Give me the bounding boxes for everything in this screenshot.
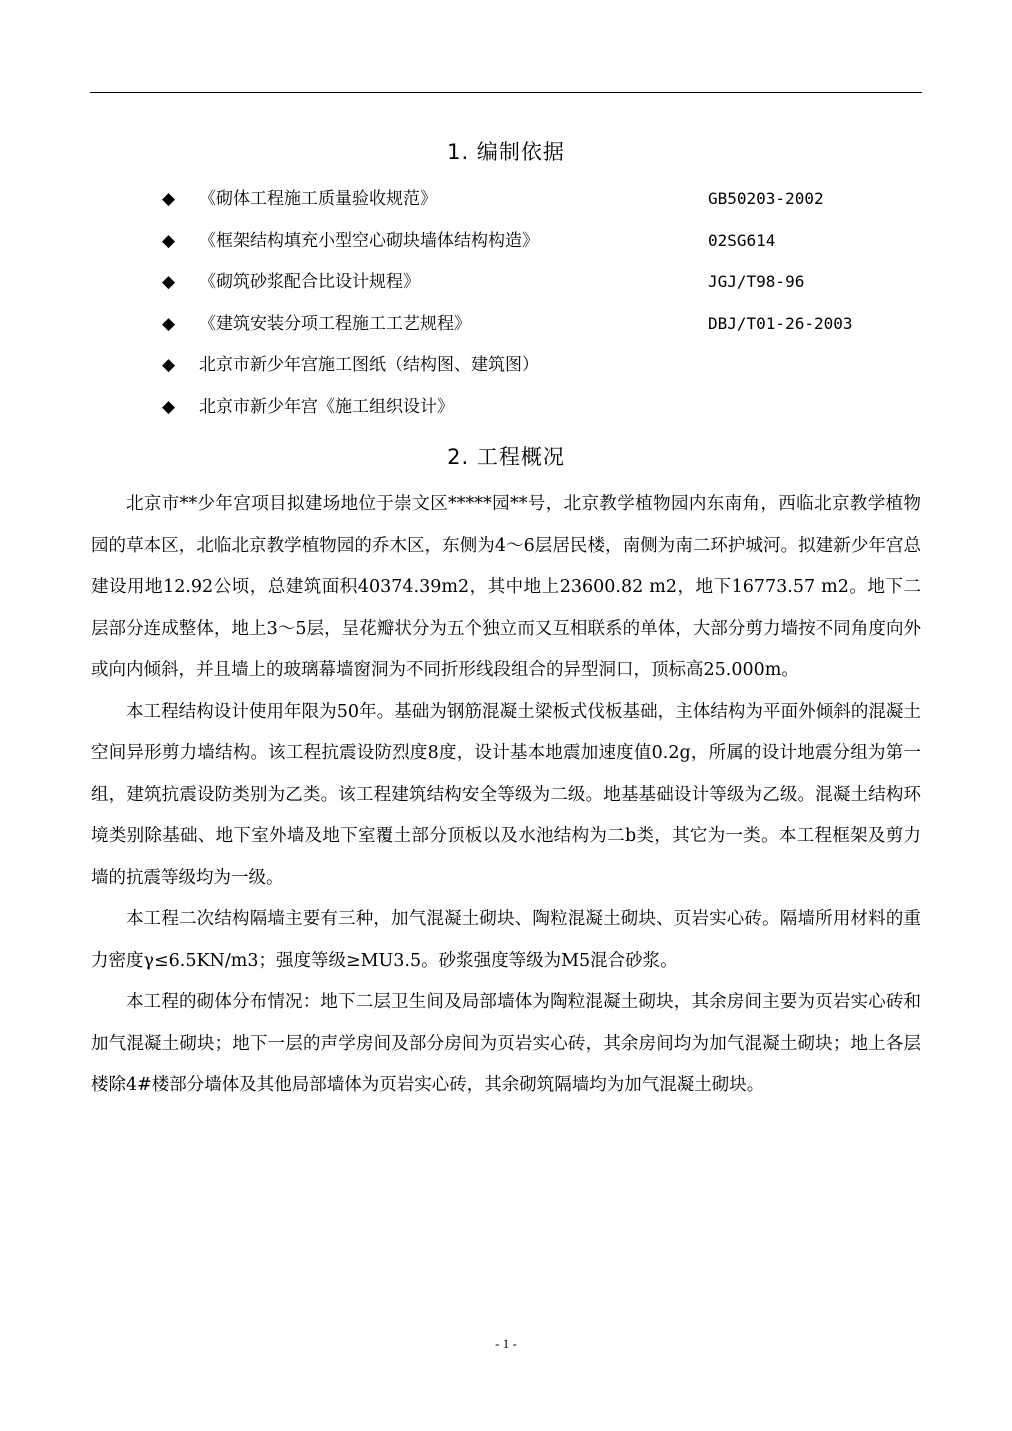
reference-code: JGJ/T98-96 bbox=[708, 272, 805, 291]
diamond-bullet-icon: ◆ bbox=[162, 355, 176, 375]
reference-item bbox=[162, 222, 922, 264]
overview-paragraph: 本工程结构设计使用年限为50年。基础为钢筋混凝土梁板式伐板基础，主体结构为平面外倾斜的混凝土空间异形剪力墙结构。该工程抗震设防烈度8度，设计基本地震加速度值0.2g，所属的设计地震分组为第一组，建筑抗震设防类别为乙类。该工程建筑结构安全等级为二级。地基基础设计等级为乙级。混凝土结构环境类别除基础、地下室外墙及地下室覆土部分顶板以及水池结构为二b类，其它为一类。本工程框架及剪力墙的抗震等级均为一级。 bbox=[91, 701, 921, 888]
reference-item bbox=[162, 180, 922, 222]
reference-item bbox=[162, 263, 922, 305]
overview-paragraph: 本工程二次结构隔墙主要有三种，加气混凝土砌块、陶粒混凝土砌块、页岩实心砖。隔墙所用材料的重力密度γ≤6.5KN/m3；强度等级≥MU3.5。砂浆强度等级为M5混合砂浆。 bbox=[91, 909, 921, 971]
reference-title: 北京市新少年宫《施工组织设计》 bbox=[199, 396, 454, 417]
reference-title: 《砌体工程施工质量验收规范》 bbox=[199, 189, 437, 209]
reference-code: GB50203-2002 bbox=[708, 189, 824, 208]
section-2-title: 2. 工程概况 bbox=[447, 445, 565, 469]
reference-title: 《砌筑砂浆配合比设计规程》 bbox=[199, 272, 420, 292]
reference-code: DBJ/T01-26-2003 bbox=[708, 313, 853, 333]
reference-list bbox=[162, 180, 922, 429]
reference-title: 北京市新少年宫施工图纸（结构图、建筑图） bbox=[199, 355, 539, 375]
diamond-bullet-icon: ◆ bbox=[162, 396, 176, 417]
diamond-bullet-icon: ◆ bbox=[162, 189, 176, 209]
reference-item bbox=[162, 305, 922, 347]
diamond-bullet-icon: ◆ bbox=[162, 230, 176, 251]
section-1-title: 1. 编制依据 bbox=[447, 140, 565, 164]
overview-paragraph: 本工程的砌体分布情况：地下二层卫生间及局部墙体为陶粒混凝土砌块，其余房间主要为页岩实心砖和加气混凝土砌块；地下一层的声学房间及部分房间为页岩实心砖，其余房间均为加气混凝土砌块；地上各层楼除4#楼部分墙体及其他局部墙体为页岩实心砖，其余砌筑隔墙均为加气混凝土砌块。 bbox=[91, 992, 921, 1095]
reference-code: 02SG614 bbox=[708, 230, 776, 250]
diamond-bullet-icon: ◆ bbox=[162, 272, 176, 292]
reference-title: 《框架结构填充小型空心砌块墙体结构构造》 bbox=[199, 230, 539, 251]
reference-item bbox=[162, 346, 922, 388]
page-number: - 1 - bbox=[495, 1336, 517, 1351]
project-overview-body bbox=[91, 484, 921, 1107]
header-rule bbox=[90, 92, 922, 93]
overview-paragraph: 北京市**少年宫项目拟建场地位于崇文区*****园**号，北京教学植物园内东南角，西临北京教学植物园的草本区，北临北京教学植物园的乔木区，东侧为4～6层居民楼，南侧为南二环护城河。拟建新少年宫总建设用地12.92公顷，总建筑面积40374.39m2，其中地上23600.82 m2，地下16773.57 m2。地下二层部分连成整体，地上3～5层，呈花瓣状分为五个独立而又互相联系的单体，大部分剪力墙按不同角度向外或向内倾斜，并且墙上的玻璃幕墙窗洞为不同折形线段组合的异型洞口，顶标高25.000m。 bbox=[91, 494, 921, 680]
diamond-bullet-icon: ◆ bbox=[162, 313, 176, 334]
reference-item bbox=[162, 388, 922, 430]
reference-title: 《建筑安装分项工程施工工艺规程》 bbox=[199, 313, 471, 334]
